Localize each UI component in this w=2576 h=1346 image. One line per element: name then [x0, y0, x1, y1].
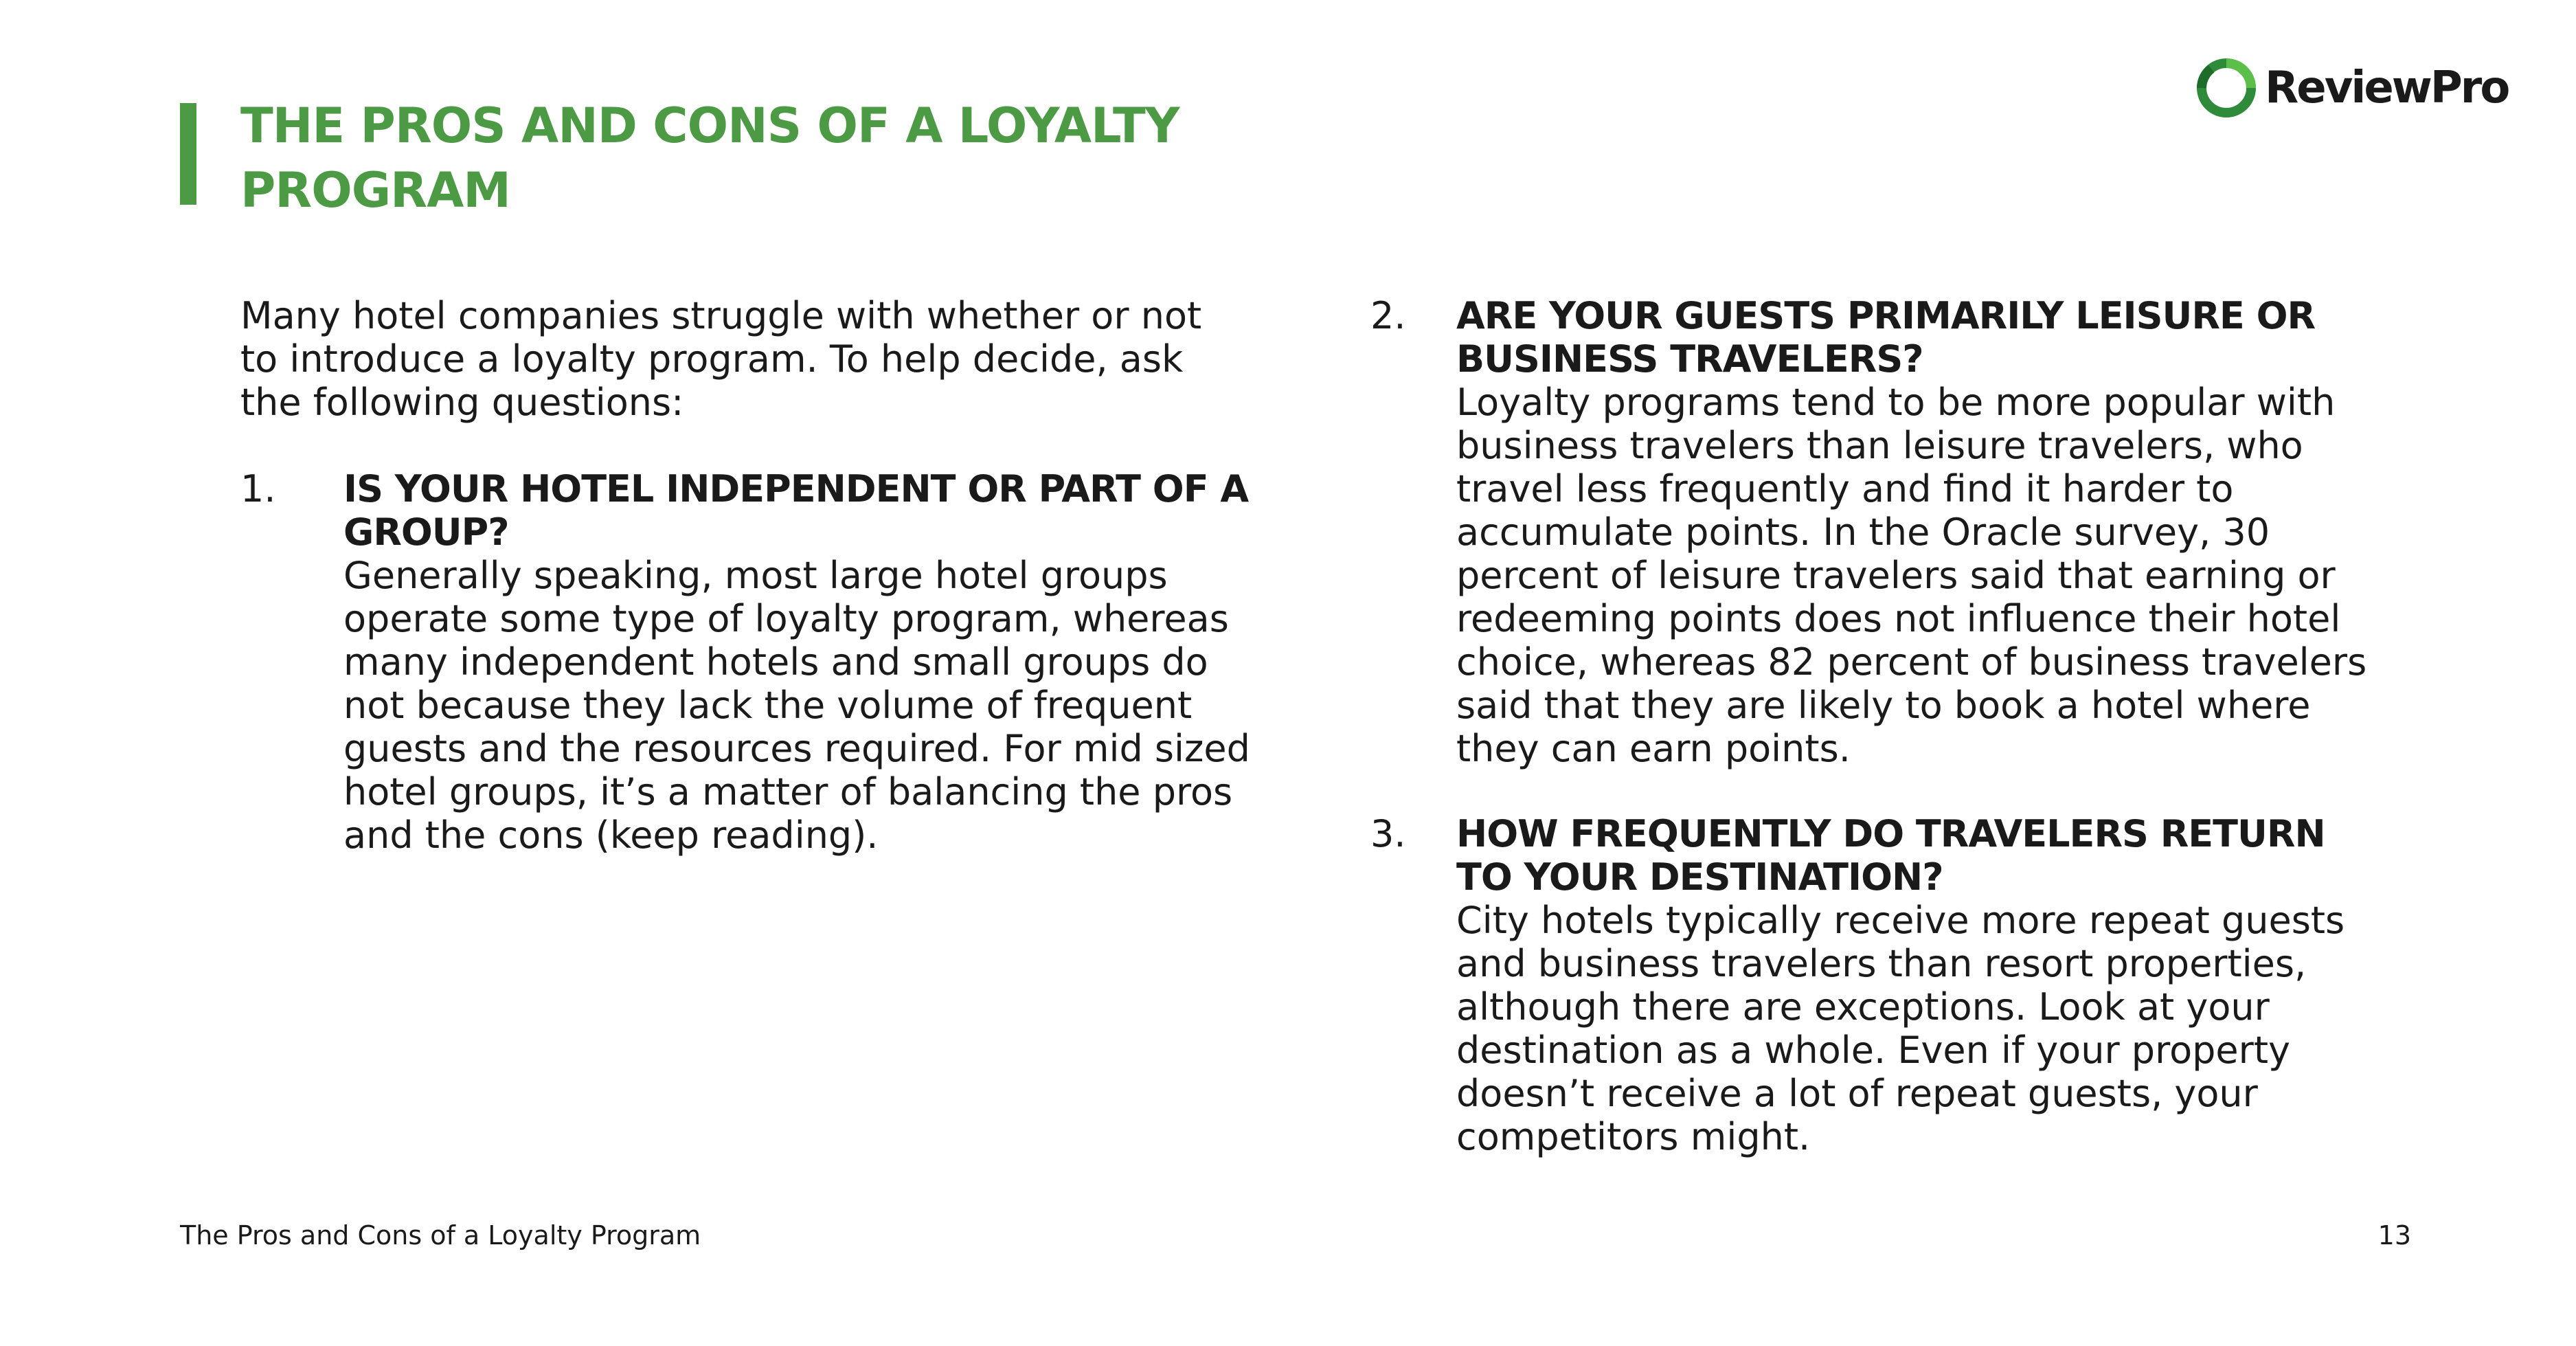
question-number: 3.: [1370, 812, 1406, 855]
question-text: Generally speaking, most large hotel groups operate some type of loyalty program, whereas many independent hotels and small groups do not because they lack the volume of frequent guests and the resources required. For mid sized hotel groups, it’s a matter of balancing the pros and the cons (keep reading).: [343, 554, 1250, 857]
question-text: Loyalty programs tend to be more popular with business travelers than leisure travelers, who travel less frequently and find it harder to accumulate points. In the Oracle survey, 30 percent of leisure travelers said that earning or redeeming points does not influence their hotel choice, whereas 82 percent of business travelers said that they are likely to book a hotel where they can earn points.: [1456, 381, 2367, 770]
question-text: City hotels typically receive more repeat guests and business travelers than resort properties, although there are exceptions. Look at your destination as a whole. Even if your property doesn’t receive a lot of repeat guests, your competitors might.: [1456, 899, 2345, 1158]
footer-title: The Pros and Cons of a Loyalty Program: [180, 1220, 701, 1250]
brand-logo: [2195, 54, 2508, 122]
question-number: 2.: [1370, 294, 1406, 337]
title-accent-bar: [180, 103, 196, 205]
question-body: [1456, 812, 2363, 1158]
intro-paragraph: Many hotel companies struggle with whether or not to introduce a loyalty program. To help decide, ask the following questions:: [240, 294, 1202, 424]
question-item-2: [1370, 294, 2387, 775]
question-item-1: [240, 467, 1250, 857]
question-body: [343, 467, 1250, 857]
brand-logo-text: ReviewPro: [2265, 63, 2509, 113]
question-title: IS YOUR HOTEL INDEPENDENT OR PART OF A GROUP?: [343, 467, 1249, 554]
page-number: 13: [2377, 1220, 2411, 1250]
question-number: 1.: [240, 467, 276, 511]
question-title: HOW FREQUENTLY DO TRAVELERS RETURN TO YOUR DESTINATION?: [1456, 812, 2325, 899]
page-title: THE PROS AND CONS OF A LOYALTY PROGRAM: [240, 98, 1179, 218]
question-body: [1456, 294, 2377, 770]
question-title: ARE YOUR GUESTS PRIMARILY LEISURE OR BUSINESS TRAVELERS?: [1456, 294, 2316, 381]
question-item-3: [1370, 812, 2387, 1169]
reviewpro-ring-logo-icon: [2195, 56, 2258, 120]
